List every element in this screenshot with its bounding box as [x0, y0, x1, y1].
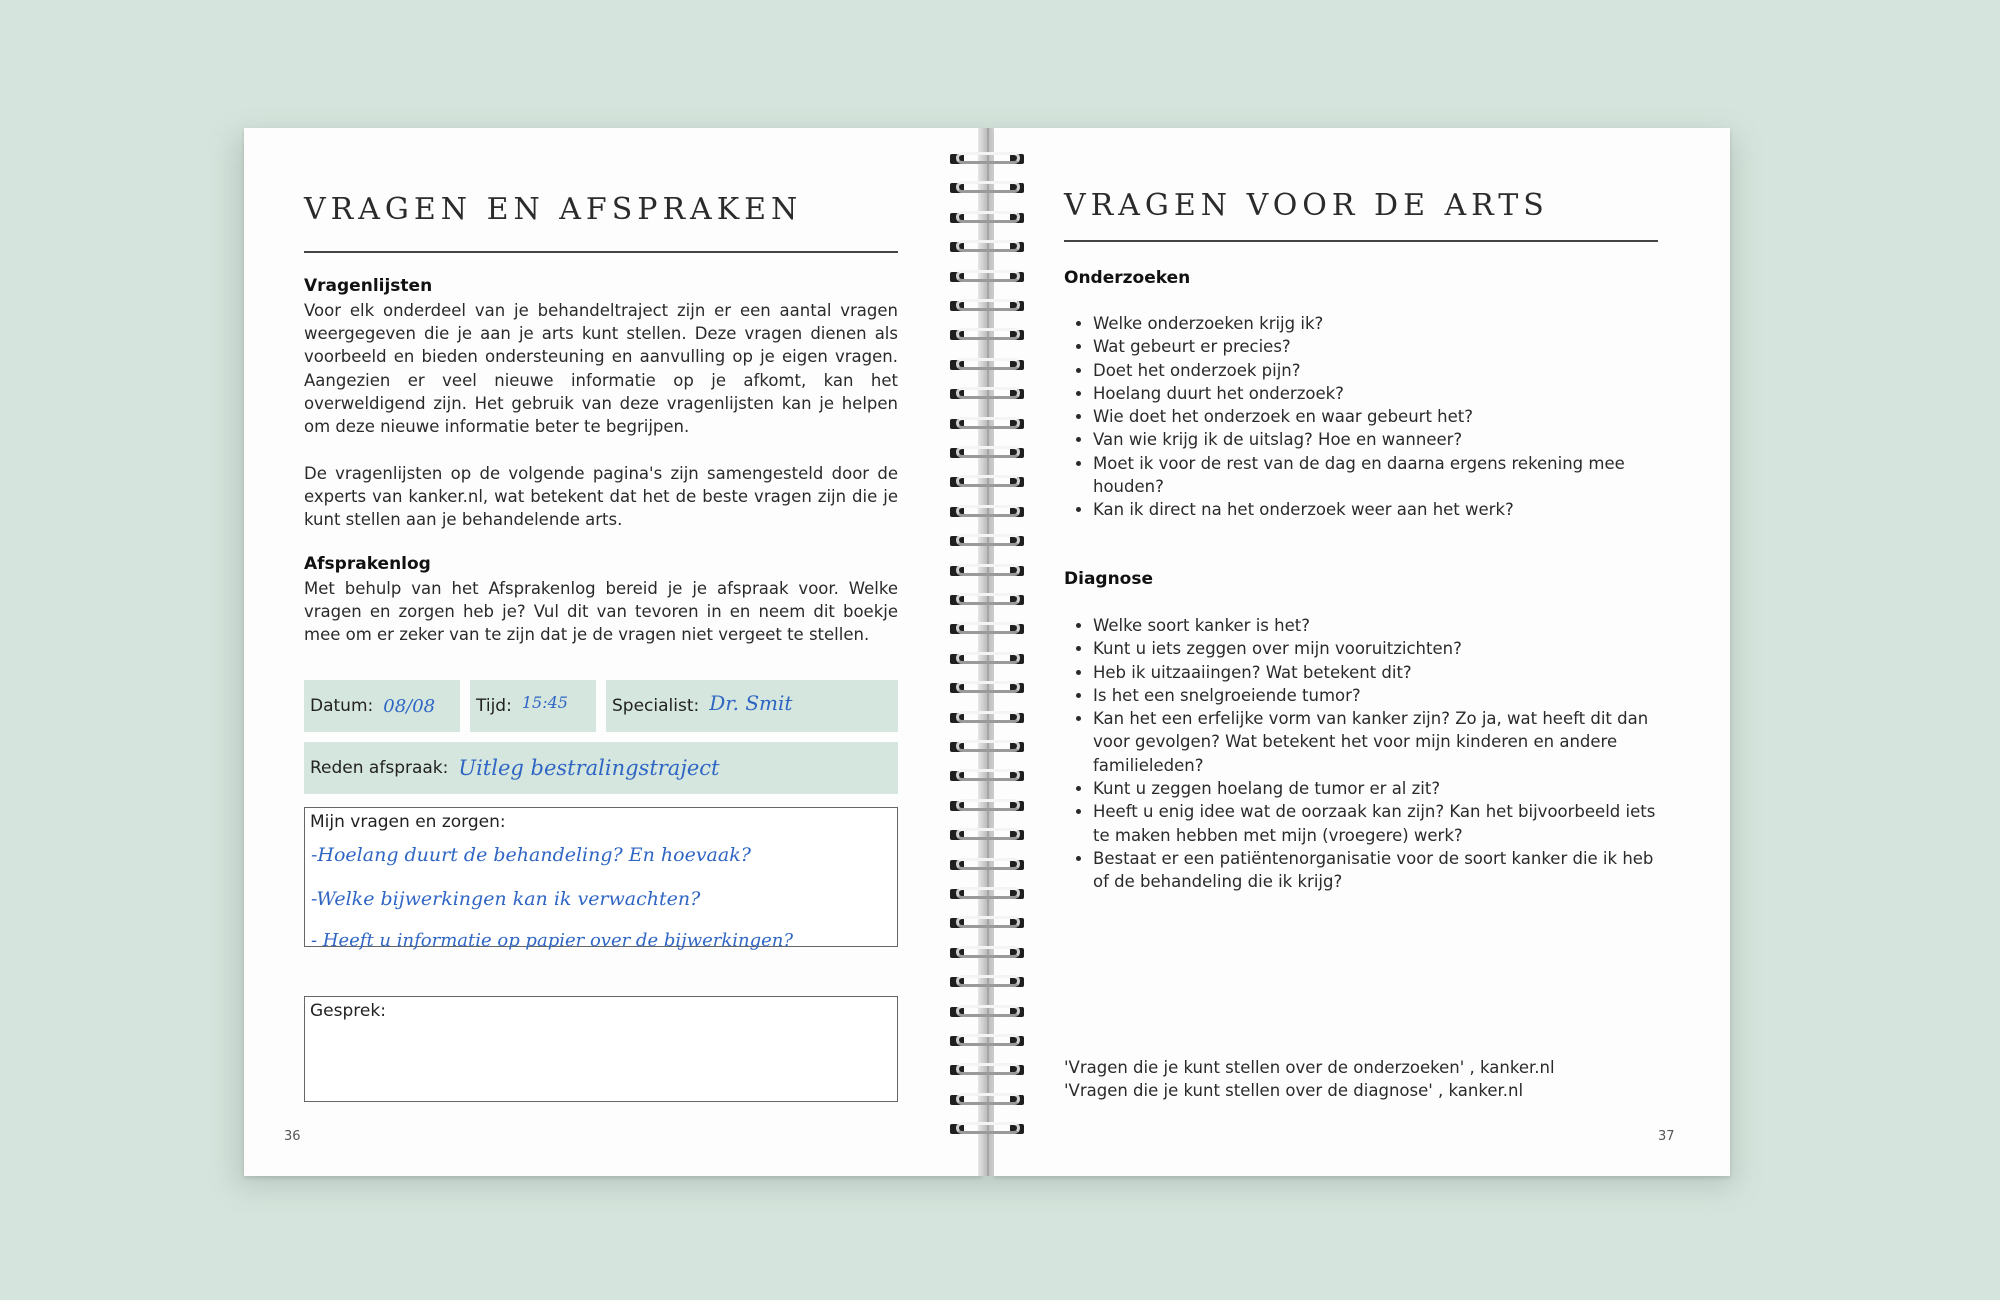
spiral-coil: [946, 356, 1030, 376]
spiral-coil: [946, 797, 1030, 817]
spiral-coil: [946, 473, 1030, 493]
list-item: • Kan het een erfelijke vorm van kanker zijn? Zo ja, wat heeft dit dan voor gevolgen? Wat betekent het voor mijn kinderen en andere familieleden?: [1093, 707, 1658, 777]
list-item: • Welke soort kanker is het?: [1093, 614, 1658, 637]
spiral-binding: [946, 150, 1030, 1150]
list-item: • Wat gebeurt er precies?: [1093, 335, 1658, 358]
spiral-coil: [946, 591, 1030, 611]
reason-value: Uitleg bestralingstraject: [458, 756, 720, 780]
heading-diagnose: Diagnose: [1064, 569, 1154, 589]
spiral-coil: [946, 1032, 1030, 1052]
time-field[interactable]: [470, 680, 596, 732]
conversation-box[interactable]: [304, 996, 898, 1102]
left-page: [244, 128, 982, 1176]
time-value: 15:45: [521, 692, 568, 712]
list-item: • Heb ik uitzaaiingen? Wat betekent dit?: [1093, 661, 1658, 684]
question-line-1: -Hoelang duurt de behandeling? En hoevaak?: [311, 844, 751, 866]
spiral-coil: [946, 503, 1030, 523]
list-item: • Welke onderzoeken krijg ik?: [1093, 312, 1658, 335]
spiral-coil: [946, 650, 1030, 670]
spiral-coil: [946, 767, 1030, 787]
list-item: • Hoelang duurt het onderzoek?: [1093, 382, 1658, 405]
page-number-right: 37: [1658, 1129, 1675, 1144]
spiral-coil: [946, 1003, 1030, 1023]
spiral-coil: [946, 620, 1030, 640]
list-item: • Kan ik direct na het onderzoek weer aan het werk?: [1093, 498, 1658, 521]
spiral-coil: [946, 856, 1030, 876]
afsprakenlog-paragraph: Met behulp van het Afsprakenlog bereid je je afspraak voor. Welke vragen en zorgen heb je? Vul dit van tevoren in en neem dit boekje mee om er zeker van te zijn dat je de vragen niet vergeet te stellen.: [304, 579, 898, 645]
list-item: • Moet ik voor de rest van de dag en daarna ergens rekening mee houden?: [1093, 452, 1658, 499]
heading-onderzoeken: Onderzoeken: [1064, 268, 1191, 288]
list-item: • Wie doet het onderzoek en waar gebeurt het?: [1093, 405, 1658, 428]
spiral-coil: [946, 385, 1030, 405]
time-label: Tijd:: [476, 696, 512, 716]
specialist-field[interactable]: [606, 680, 898, 732]
spiral-coil: [946, 209, 1030, 229]
list-item: • Kunt u zeggen hoelang de tumor er al zit?: [1093, 777, 1658, 800]
source-line-1: 'Vragen die je kunt stellen over de onderzoeken' , kanker.nl: [1064, 1058, 1555, 1077]
reason-field[interactable]: [304, 742, 898, 794]
question-line-3: - Heeft u informatie op papier over de bijwerkingen?: [311, 930, 794, 951]
source-line-2: 'Vragen die je kunt stellen over de diagnose' , kanker.nl: [1064, 1081, 1524, 1100]
question-line-2: -Welke bijwerkingen kan ik verwachten?: [311, 888, 701, 910]
spiral-coil: [946, 268, 1030, 288]
spiral-coil: [946, 444, 1030, 464]
spiral-coil: [946, 179, 1030, 199]
spiral-coil: [946, 679, 1030, 699]
title-rule: [1064, 240, 1658, 242]
questions-label: Mijn vragen en zorgen:: [310, 812, 506, 832]
date-value: 08/08: [383, 695, 436, 717]
right-page-title: VRAGEN VOOR DE ARTS: [1064, 188, 1549, 223]
conversation-label: Gesprek:: [310, 1001, 386, 1021]
spiral-coil: [946, 297, 1030, 317]
spiral-coil: [946, 238, 1030, 258]
list-item: • Heeft u enig idee wat de oorzaak kan zijn? Kan het bijvoorbeeld iets te maken hebben met mijn (vroegere) werk?: [1093, 800, 1658, 847]
left-page-title: VRAGEN EN AFSPRAKEN: [304, 192, 803, 227]
spiral-coil: [946, 532, 1030, 552]
onderzoeken-list: [1064, 312, 1658, 522]
title-rule: [304, 251, 898, 253]
vragenlijsten-paragraph-1: Voor elk onderdeel van je behandeltraject zijn er een aantal vragen weergegeven die je aan je arts kunt stellen. Deze vragen dienen als voorbeeld en bieden ondersteuning en aanvulling op je eigen vragen. Aangezien er veel nieuwe informatie op je afkomt, kan het overweldigend zijn. Het gebruik van deze vragenlijsten kan je helpen om deze nieuwe informatie beter te begrijpen.: [304, 301, 898, 437]
specialist-value: Dr. Smit: [709, 691, 793, 715]
diagnose-list: [1064, 614, 1658, 894]
spiral-coil: [946, 885, 1030, 905]
list-item: • Van wie krijg ik de uitslag? Hoe en wanneer?: [1093, 428, 1658, 451]
spiral-coil: [946, 1120, 1030, 1140]
spiral-coil: [946, 150, 1030, 170]
spiral-coil: [946, 709, 1030, 729]
spiral-coil: [946, 1061, 1030, 1081]
spiral-coil: [946, 914, 1030, 934]
spiral-coil: [946, 944, 1030, 964]
list-item: • Doet het onderzoek pijn?: [1093, 359, 1658, 382]
spiral-coil: [946, 1091, 1030, 1111]
questions-box[interactable]: [304, 807, 898, 951]
reason-label: Reden afspraak:: [310, 758, 449, 778]
spiral-coil: [946, 973, 1030, 993]
spiral-coil: [946, 415, 1030, 435]
spiral-coil: [946, 826, 1030, 846]
list-item: • Kunt u iets zeggen over mijn vooruitzichten?: [1093, 637, 1658, 660]
right-page: [994, 128, 1730, 1176]
specialist-label: Specialist:: [612, 696, 700, 716]
page-number-left: 36: [284, 1129, 301, 1144]
heading-afsprakenlog: Afsprakenlog: [304, 554, 431, 574]
list-item: • Is het een snelgroeiende tumor?: [1093, 684, 1658, 707]
spiral-coil: [946, 562, 1030, 582]
heading-vragenlijsten: Vragenlijsten: [304, 276, 433, 296]
date-field[interactable]: [304, 680, 460, 732]
date-label: Datum:: [310, 696, 374, 716]
spiral-coil: [946, 326, 1030, 346]
list-item: • Bestaat er een patiëntenorganisatie voor de soort kanker die ik heb of de behandeling die ik krijg?: [1093, 847, 1658, 894]
vragenlijsten-paragraph-2: De vragenlijsten op de volgende pagina's zijn samengesteld door de experts van kanker.nl, wat betekent dat het de beste vragen zijn die je kunt stellen aan je behandelende arts.: [304, 464, 898, 530]
spiral-coil: [946, 738, 1030, 758]
